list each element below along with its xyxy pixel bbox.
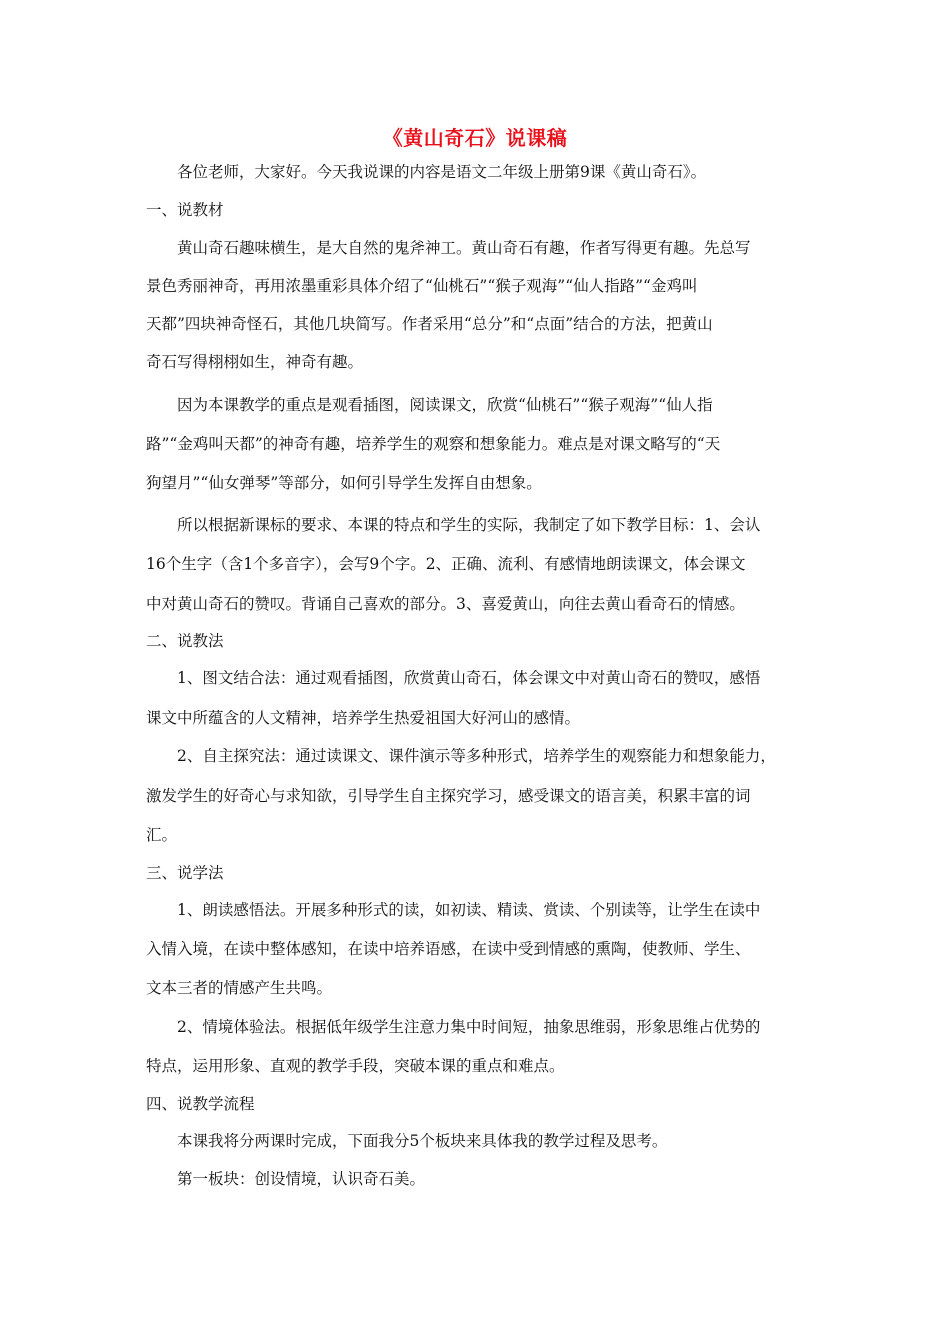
paragraph-line: 汇。 (146, 826, 178, 844)
paragraph-line: 第一板块：创设情境，认识奇石美。 (177, 1170, 426, 1188)
paragraph-line: 16个生字（含1个多音字），会写9个字。2、正确、流利、有感情地朗读课文，体会课文 (146, 555, 746, 573)
paragraph-line: 各位老师，大家好。今天我说课的内容是语文二年级上册第9课《黄山奇石》。 (177, 163, 707, 181)
paragraph-line: 2、情境体验法。根据低年级学生注意力集中时间短，抽象思维弱，形象思维占优势的 (177, 1018, 761, 1036)
paragraph-line: 所以根据新课标的要求、本课的特点和学生的实际，我制定了如下教学目标：1、会认 (177, 516, 761, 534)
section-heading: 三、说学法 (146, 864, 224, 882)
paragraph-line: 1、朗读感悟法。开展多种形式的读，如初读、精读、赏读、个别读等，让学生在读中 (177, 901, 761, 919)
paragraph-line: 中对黄山奇石的赞叹。背诵自己喜欢的部分。3、喜爱黄山，向往去黄山看奇石的情感。 (146, 595, 745, 613)
section-heading: 二、说教法 (146, 632, 224, 650)
paragraph-line: 天都”四块神奇怪石，其他几块简写。作者采用“总分”和“点面”结合的方法，把黄山 (146, 315, 713, 333)
paragraph-line: 特点，运用形象、直观的教学手段，突破本课的重点和难点。 (146, 1057, 565, 1075)
paragraph-line: 2、自主探究法：通过读课文、课件演示等多种形式，培养学生的观察能力和想象能力， (177, 747, 776, 765)
paragraph-line: 入情入境，在读中整体感知，在读中培养语感，在读中受到情感的熏陶，使教师、学生、 (146, 940, 751, 958)
paragraph-line: 黄山奇石趣味横生，是大自然的鬼斧神工。黄山奇石有趣，作者写得更有趣。先总写 (177, 239, 751, 257)
paragraph-line: 路”“金鸡叫天都”的神奇有趣，培养学生的观察和想象能力。难点是对课文略写的“天 (146, 435, 721, 453)
paragraph-line: 狗望月”“仙女弹琴”等部分，如何引导学生发挥自由想象。 (146, 474, 542, 492)
paragraph-line: 因为本课教学的重点是观看插图，阅读课文，欣赏“仙桃石”“猴子观海”“仙人指 (177, 396, 713, 414)
paragraph-line: 1、图文结合法：通过观看插图，欣赏黄山奇石，体会课文中对黄山奇石的赞叹，感悟 (177, 669, 761, 687)
paragraph-line: 激发学生的好奇心与求知欲，引导学生自主探究学习，感受课文的语言美，积累丰富的词 (146, 787, 751, 805)
paragraph-line: 奇石写得栩栩如生，神奇有趣。 (146, 353, 364, 371)
section-heading: 一、说教材 (146, 201, 224, 219)
document-title: 《黄山奇石》说课稿 (382, 126, 568, 150)
paragraph-line: 课文中所蕴含的人文精神，培养学生热爱祖国大好河山的感情。 (146, 709, 581, 727)
paragraph-line: 景色秀丽神奇，再用浓墨重彩具体介绍了“仙桃石”“猴子观海”“仙人指路”“金鸡叫 (146, 277, 698, 295)
section-heading: 四、说教学流程 (146, 1095, 255, 1113)
paragraph-line: 本课我将分两课时完成，下面我分5个板块来具体我的教学过程及思考。 (177, 1132, 668, 1150)
paragraph-line: 文本三者的情感产生共鸣。 (146, 979, 333, 997)
